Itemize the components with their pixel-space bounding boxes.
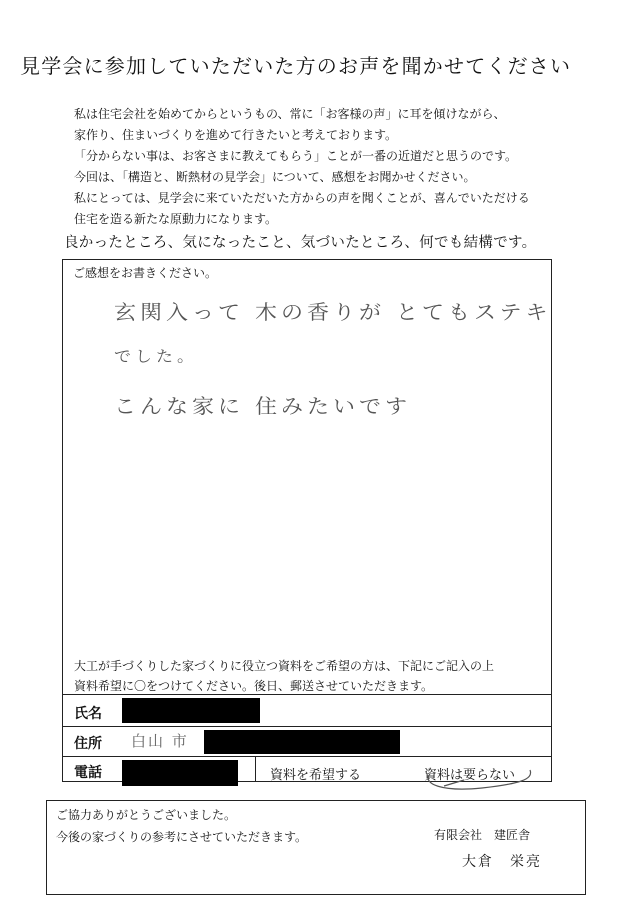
row-divider — [62, 694, 552, 695]
phone-label: 電話 — [74, 765, 102, 781]
request-line: 資料希望に〇をつけてください。後日、郵送させていただきます。 — [74, 679, 434, 693]
handwritten-comment-line: 玄関入って 木の香りが とてもステキ — [114, 302, 552, 325]
request-line: 大工が手づくりした家づくりに役立つ資料をご希望の方は、下記にご記入の上 — [74, 659, 495, 673]
intro-paragraph — [74, 104, 530, 230]
material-request-text — [74, 656, 494, 696]
handwritten-address: 白山 市 — [131, 732, 189, 750]
comment-label: ご感想をお書きください。 — [73, 266, 218, 280]
row-divider — [62, 726, 552, 727]
page-title: 見学会に参加していただいた方のお声を聞かせてください — [20, 54, 572, 78]
feedback-prompt: 良かったところ、気になったこと、気づいたところ、何でも結構です。 — [64, 235, 537, 251]
intro-line: 「分からない事は、お客さまに教えてもらう」ことが一番の近道だと思うのです。 — [74, 149, 518, 163]
intro-line: 私にとっては、見学会に来ていただいた方からの声を聞くことが、喜んでいただける — [74, 191, 530, 205]
handwritten-comment-line: こんな家に 住みたいです — [114, 396, 411, 419]
intro-line: 今回は、「構造と、断熱材の見学会」について、感想をお聞かせください。 — [74, 170, 476, 184]
intro-line: 家作り、住まいづくりを進めて行きたいと考えております。 — [74, 128, 398, 142]
handwritten-comment-line: でした。 — [114, 347, 198, 366]
thanks-message — [56, 804, 307, 848]
intro-line: 私は住宅会社を始めてからというもの、常に「お客様の声」に耳を傾けながら、 — [74, 107, 506, 121]
redacted-phone — [122, 760, 238, 786]
option-no-materials[interactable]: 資料は要らない — [424, 768, 516, 783]
thanks-line: ご協力ありがとうございました。 — [56, 808, 237, 822]
name-label: 氏名 — [74, 706, 102, 722]
redacted-address — [204, 730, 400, 754]
company-name: 有限会社 建匠舎 — [434, 828, 531, 842]
redacted-name — [122, 698, 260, 723]
signer-name: 大倉 栄亮 — [462, 854, 542, 870]
option-request-materials[interactable]: 資料を希望する — [270, 768, 362, 783]
address-label: 住所 — [74, 736, 102, 752]
circled-choice-mark — [412, 756, 542, 796]
intro-line: 住宅を造る新たな原動力になります。 — [74, 212, 278, 226]
thanks-line: 今後の家づくりの参考にさせていただきます。 — [56, 830, 308, 844]
column-divider — [255, 757, 256, 782]
